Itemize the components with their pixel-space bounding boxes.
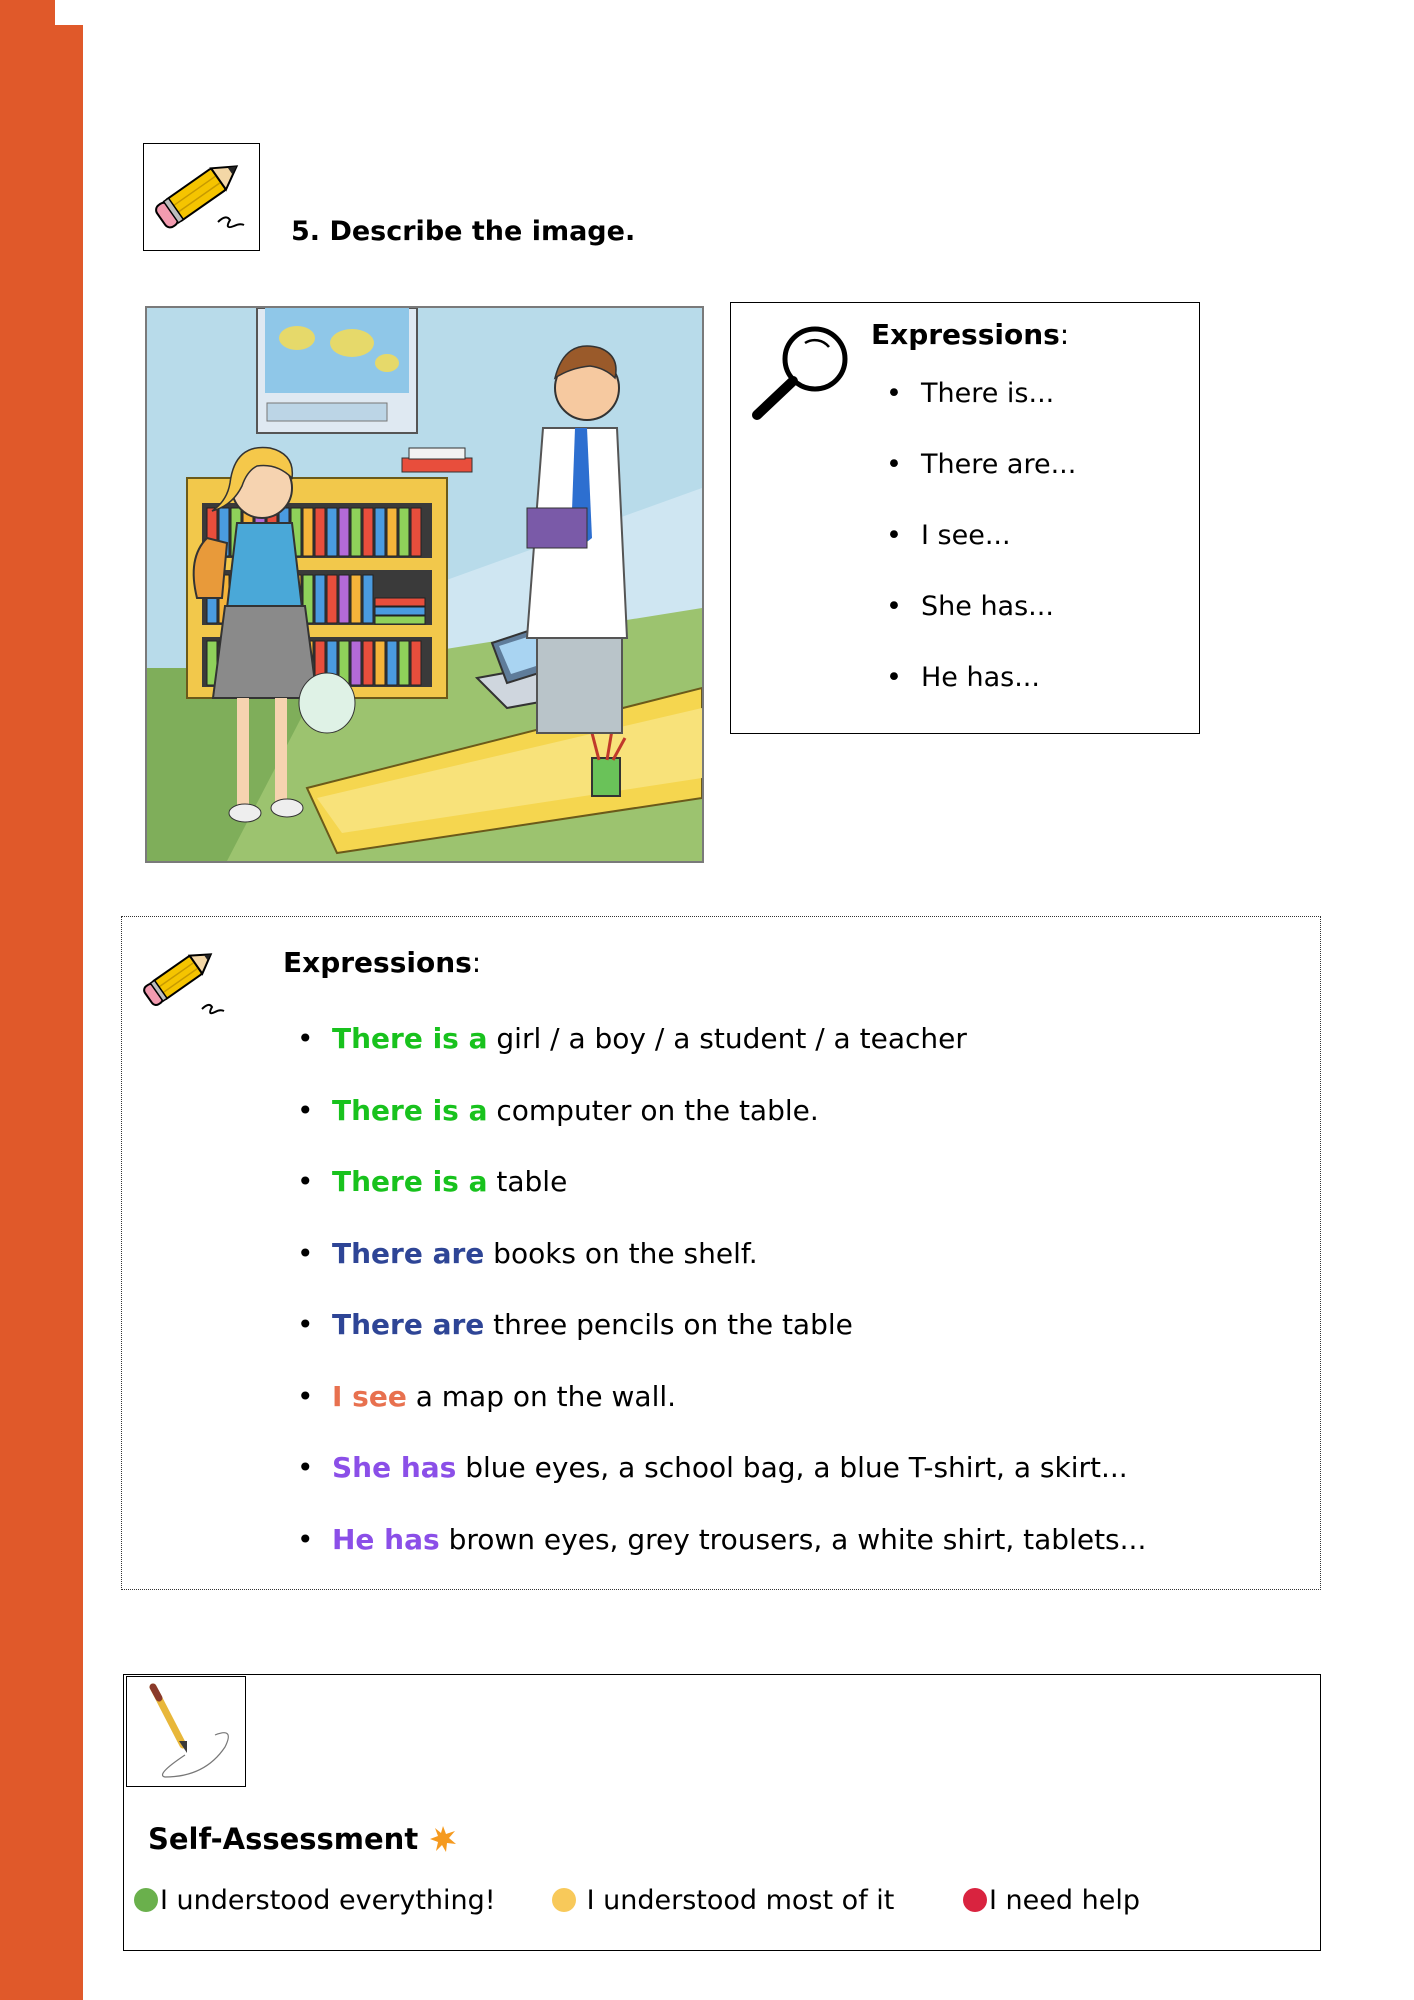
example-keyword: There is a [332, 1093, 488, 1127]
example-keyword: There are [332, 1236, 485, 1270]
example-text: computer on the table. [487, 1093, 819, 1127]
self-assessment-title: Self-Assessment [148, 1822, 419, 1856]
expression-item: • She has... [886, 588, 1076, 659]
example-item [297, 1378, 1146, 1450]
example-item [297, 1306, 1146, 1378]
example-text: three pencils on the table [484, 1308, 853, 1341]
option-need-help: I need help [963, 1885, 1140, 1916]
example-item [297, 1521, 1146, 1593]
example-keyword: There is a [332, 1022, 488, 1055]
expressions-list [886, 375, 1076, 730]
pencil-icon [144, 144, 258, 249]
expression-item: • There are... [886, 446, 1076, 517]
example-text: books on the shelf. [484, 1236, 758, 1270]
example-text: brown eyes, grey trousers, a white shirt, tablets... [439, 1522, 1147, 1556]
example-keyword: There are [332, 1308, 485, 1341]
example-item [297, 1092, 1146, 1164]
example-keyword: There is a [332, 1165, 488, 1198]
example-keyword: I see [332, 1379, 407, 1413]
example-item [297, 1020, 1146, 1092]
self-assessment-box [123, 1674, 1321, 1951]
side-bar [0, 0, 83, 2000]
example-text: table [487, 1165, 568, 1198]
examples-box [121, 916, 1321, 1590]
example-item [297, 1163, 1146, 1235]
example-keyword: He has [332, 1522, 440, 1556]
green-dot-icon [134, 1888, 158, 1912]
yellow-dot-icon [552, 1888, 576, 1912]
option-understood-most: I understood most of it [552, 1885, 894, 1916]
example-text: girl / a boy / a student / a teacher [487, 1022, 967, 1055]
pencil-icon [142, 943, 237, 1028]
example-item [297, 1235, 1146, 1307]
task-title: 5. Describe the image. [291, 216, 636, 247]
star-icon [429, 1825, 457, 1853]
example-text: a map on the wall. [406, 1379, 677, 1413]
magnifier-icon [747, 319, 857, 429]
red-dot-icon [963, 1888, 987, 1912]
expression-item: • There is... [886, 375, 1076, 446]
pencil-sketch-icon [127, 1677, 244, 1785]
example-keyword: She has [332, 1451, 457, 1484]
self-assessment-icon-box [126, 1676, 246, 1787]
expressions-heading: Expressions: [871, 318, 1070, 351]
expressions-box [730, 302, 1200, 734]
example-item [297, 1449, 1146, 1521]
expression-item: • I see... [886, 517, 1076, 588]
classroom-illustration [145, 306, 704, 863]
side-bar-notch [55, 0, 83, 25]
task-icon-box [143, 143, 260, 251]
expression-item: • He has... [886, 659, 1076, 730]
example-text: blue eyes, a school bag, a blue T-shirt, a skirt... [456, 1451, 1128, 1484]
examples-heading: Expressions: [283, 946, 482, 979]
examples-list [297, 1020, 1146, 1592]
option-understood-everything: I understood everything! [134, 1885, 496, 1916]
